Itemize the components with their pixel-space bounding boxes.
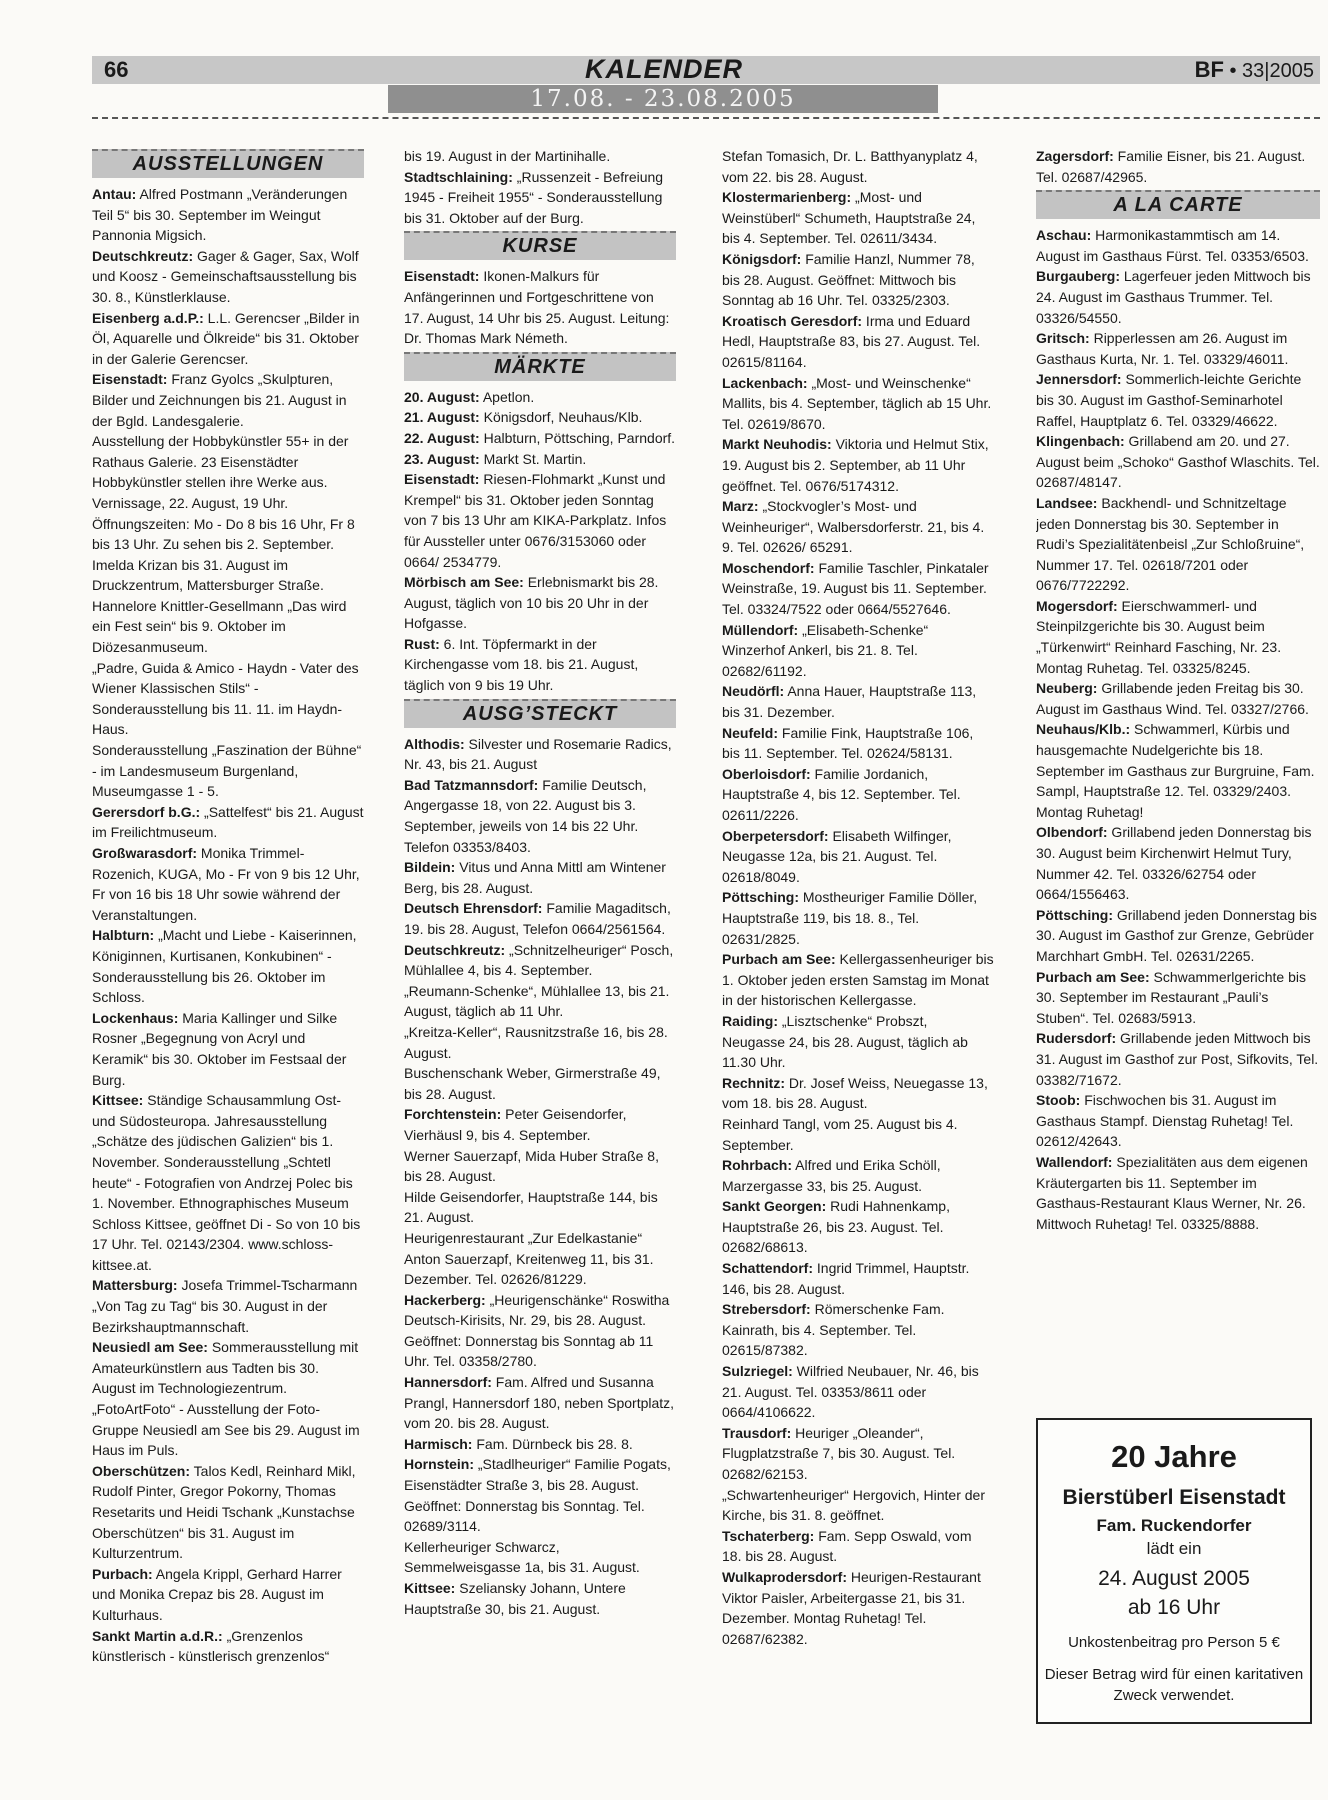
entry-text: „Stockvogler’s Most- und Weinheuriger“, Walbersdorferstr. 21, bis 4. 9. Tel. 02626/ 65291. (722, 498, 985, 556)
entry-place: Rust: (404, 635, 440, 652)
entry-text: „Russenzeit - Befreiung 1945 - Freiheit 1955“ - Sonderausstellung bis 31. Oktober auf der Burg. (404, 168, 664, 226)
ad-time: ab 16 Uhr (1127, 1596, 1221, 1619)
entry-text: 6. Int. Töpfermarkt in der Kirchengasse vom 18. bis 21. August, täglich von 9 bis 19 Uhr. (404, 635, 639, 694)
entry-text: Maria Kallinger und Silke Rosner „Begegnung von Acryl und Keramik“ bis 30. Oktober im Festsaal der Burg. (92, 1009, 347, 1088)
entry-place: Deutschkreutz: (404, 941, 506, 958)
entry-text: „Elisabeth-Schenke“ Winzerhof Ankerl, bis 21. 8. Tel. 02682/61192. (722, 621, 929, 679)
entry-place: Königsdorf: (722, 250, 802, 267)
entry-text: Fischwochen bis 31. August im Gasthaus Stampf. Dienstag Ruhetag! Tel. 02612/42643. (1036, 1092, 1294, 1150)
listing-entry (722, 1196, 994, 1258)
listing-entry (722, 1258, 994, 1299)
entry-place: Hornstein: (404, 1456, 474, 1473)
entry-text: Apetlon. (479, 388, 535, 405)
entry-text: Monika Trimmel-Rozenich, KUGA, Mo - Fr von 9 bis 12 Uhr, Fr von 16 bis 18 Uhr sowie während der Veranstaltungen. (92, 845, 360, 923)
ad-venue-name: Bierstüberl Eisenstadt (1062, 1486, 1286, 1509)
listing-entry (92, 1337, 364, 1399)
entry-text: Harmonikastammtisch am 14. August im Gasthaus Fürst. Tel. 03353/6503. (1036, 227, 1309, 264)
entry-text: Heuriger „Oleander“, Flugplatzstraße 7, bis 30. August. Tel. 02682/62153. (722, 1424, 956, 1482)
listing-entry (92, 1090, 364, 1275)
entry-place: Klostermarienberg: (722, 189, 852, 206)
listing-entry (404, 449, 676, 470)
listing-entry (404, 572, 676, 634)
entry-text: Buschenschank Weber, Girmerstraße 49, bis 28. August. (404, 1065, 661, 1102)
entry-place: Rudersdorf: (1036, 1030, 1117, 1047)
entry-text: Familie Jordanich, Hauptstraße 4, bis 12. September. Tel. 02611/2226. (722, 765, 961, 823)
listing-entry (1036, 905, 1320, 967)
listing-entry (1036, 967, 1320, 1029)
listing-entry (92, 740, 364, 802)
entry-text: Eierschwammerl- und Steinpilzgerichte bis 30. August beim „Türkenwirt“ Reinhard Fasching, Nr. 23. Montag Ruhetag. Tel. 03325/8245. (1036, 597, 1282, 676)
entry-place: Lockenhaus: (92, 1009, 179, 1026)
entry-text: „Sattelfest“ bis 21. August im Freilichtmuseum. (92, 803, 364, 841)
entry-text: Grillabend jeden Donnerstag bis 30. August im Gasthof zur Grenze, Gebrüder Marchhart GmbH. Tel. 02631/2265. (1036, 906, 1317, 964)
listing-entry (722, 887, 994, 949)
listing-entry (722, 434, 994, 496)
entry-place: Eisenberg a.d.P.: (92, 309, 204, 326)
entry-text: Riesen-Flohmarkt „Kunst und Krempel“ bis 31. Oktober jeden Sonntag von 7 bis 13 Uhr am KIKA-Parkplatz. Infos für Aussteller unter 0676/3153060 oder 0664/ 2534779. (404, 471, 667, 570)
entry-place: Deutsch Ehrensdorf: (404, 900, 543, 917)
ad-date: 24. August 2005 (1098, 1567, 1250, 1590)
entry-place: Purbach: (92, 1565, 153, 1582)
ad-note: Dieser Betrag wird für einen karitativen Zweck verwendet. (1044, 1666, 1304, 1704)
entry-text: Sommerlich-leichte Gerichte bis 30. August im Gasthof-Seminarhotel Raffel, Hauptplatz 6. Tel. 03329/46622. (1036, 371, 1302, 429)
entry-text: Reinhard Tangl, vom 25. August bis 4. September. (722, 1115, 958, 1153)
listing-entry (1036, 596, 1320, 678)
entry-text: Franz Gyolcs „Skulpturen, Bilder und Zeichnungen bis 21. August in der Bgld. Landesgalerie. (92, 371, 347, 429)
entry-text: Alfred Postmann „Veränderungen Teil 5“ bis 30. September im Weingut Pannonia Migsich. (92, 186, 348, 244)
entry-place: Trausdorf: (722, 1424, 792, 1441)
listing-entry (404, 266, 676, 348)
entry-text: Silvester und Rosemarie Radics, Nr. 43, bis 21. August (404, 735, 672, 773)
listing-entry (722, 1526, 994, 1567)
page-number: 66 (104, 57, 129, 82)
listing-entry (404, 981, 676, 1022)
entry-place: Bildein: (404, 859, 456, 876)
entry-place: Eisenstadt: (92, 371, 168, 388)
listing-entry (404, 1578, 676, 1619)
entry-text: Rudi Hahnenkamp, Hauptstraße 26, bis 23. August. Tel. 02682/68613. (722, 1198, 950, 1256)
entry-text: Schwammerl, Kürbis und hausgemachte Nudelgerichte bis 18. September im Gasthaus zur Burgruine, Fam. Sampl, Hauptstraße 12. Tel. 03329/2403. Montag Ruhetag! (1036, 721, 1315, 820)
date-range: 17.08. - 23.08.2005 (388, 85, 938, 113)
entry-text: Vitus und Anna Mittl am Wintener Berg, bis 28. August. (404, 859, 666, 896)
listing-entry (722, 311, 994, 373)
entry-text: Fam. Alfred und Susanna Prangl, Hannersdorf 180, neben Sportplatz, vom 20. bis 28. August. (404, 1374, 675, 1432)
entry-place: Harmisch: (404, 1435, 473, 1452)
listing-entry (722, 620, 994, 682)
entry-text: „Macht und Liebe - Kaiserinnen, Königinnen, Kurtisanen, Konkubinen“ - Sonderausstellung bis 26. Oktober im Schloss. (92, 927, 357, 1006)
entry-text: Spezialitäten aus dem eigenen Kräutergarten bis 11. September im Gasthaus-Restaurant Klaus Werner, Nr. 26. Mittwoch Ruhetag! Tel. 03325/8888. (1036, 1153, 1308, 1232)
listing-entry (722, 373, 994, 435)
listing-entry (404, 428, 676, 449)
listing-entry (404, 167, 676, 229)
entry-text: Halbturn, Pöttsching, Parndorf. (479, 429, 676, 446)
entry-text: Hannelore Knittler-Gesellmann „Das wird ein Fest sein“ bis 9. Oktober im Diözesanmuseum. (92, 597, 347, 656)
entry-text: Lagerfeuer jeden Mittwoch bis 24. August im Gasthaus Trummer. Tel. 03326/54550. (1036, 268, 1311, 326)
listing-entry (722, 1361, 994, 1423)
listing-entry (722, 1423, 994, 1485)
entry-text: Grillabende jeden Freitag bis 30. August im Gasthaus Wind. Tel. 03327/2766. (1036, 680, 1309, 717)
listing-entry (722, 949, 994, 1011)
entry-place: Kittsee: (92, 1092, 144, 1109)
entry-text: „Padre, Guida & Amico - Haydn - Vater des Wiener Klassischen Stils“ - Sonderausstellung bis 11. 11. im Haydn-Haus. (92, 659, 359, 738)
listing-entry (722, 496, 994, 558)
entry-text: Römerschenke Fam. Kainrath, bis 4. September. Tel. 02615/87382. (722, 1301, 945, 1359)
entry-text: Josefa Trimmel-Tscharmann „Von Tag zu Tag“ bis 30. August in der Bezirkshauptmannschaft. (92, 1277, 358, 1335)
listing-entry (1036, 328, 1320, 369)
entry-place: Müllendorf: (722, 621, 799, 638)
entry-text: Backhendl- und Schnitzeltage jeden Donnerstag bis 30. September in Rudi’s Spezialitätenbeisl „Zur Schloßruine“, Nummer 17. Tel. 02618/7201 oder 0676/7722292. (1036, 494, 1305, 594)
entry-text: Grillabende jeden Mittwoch bis 31. August im Gasthof zur Post, Sifkovits, Tel. 03382/71672. (1036, 1030, 1319, 1088)
entry-text: Alfred und Erika Schöll, Marzergasse 33, bis 25. August. (722, 1157, 941, 1194)
entry-place: Burgauberg: (1036, 268, 1120, 285)
listing-entry (92, 596, 364, 658)
listing-entry (92, 1626, 364, 1667)
listing-entry (404, 1022, 676, 1063)
listing-entry (722, 1155, 994, 1196)
entry-text: „Stadlheuriger“ Familie Pogats, Eisenstädter Straße 3, bis 28. August. Geöffnet: Donnerstag bis Sonntag. Tel. 02689/3114. (404, 1456, 671, 1535)
listing-entry (722, 723, 994, 764)
listing-entry (1036, 431, 1320, 493)
entry-place: Neuhaus/Klb.: (1036, 721, 1131, 738)
section-heading: MÄRKTE (404, 352, 676, 381)
entry-text: „Kreitza-Keller“, Rausnitzstraße 16, bis 28. August. (404, 1023, 668, 1061)
column-3 (722, 146, 994, 1786)
entry-text: Ständige Schausammlung Ost- und Südosteuropa. Jahresausstellung „Schätze des jüdischen Galizien“ bis 1. November. Sonderausstellung „Schtetl heute“ - Fotografien von Andrzej Polec bis 1. November. Ethnographisches Museum Schloss Kittsee, geöffnet Di - So von 10 bis 17 Uhr. Tel. 02143/2304. www.schloss-kittsee.at. (92, 1092, 361, 1273)
entry-place: Neusiedl am See: (92, 1339, 208, 1356)
listing-entry (404, 1146, 676, 1187)
listing-entry (404, 1537, 676, 1578)
listing-entry (722, 146, 994, 187)
entry-text: Anna Hauer, Hauptstraße 113, bis 31. Dezember. (722, 683, 977, 721)
entry-place: Marz: (722, 498, 759, 515)
entry-place: Neudörfl: (722, 683, 785, 700)
entry-place: 22. August: (404, 429, 480, 446)
entry-place: Oberloisdorf: (722, 765, 811, 782)
entry-text: Fam. Dürnbeck bis 28. 8. (472, 1435, 633, 1452)
listing-entry (722, 1011, 994, 1073)
listing-entry (404, 1104, 676, 1145)
listing-entry (92, 843, 364, 925)
entry-text: Mostheuriger Familie Döller, Hauptstraße 119, bis 18. 8., Tel. 02631/2825. (722, 889, 978, 947)
entry-text: Königsdorf, Neuhaus/Klb. (479, 409, 643, 426)
listing-entry (92, 431, 364, 555)
entry-place: Lackenbach: (722, 374, 808, 391)
entry-text: „Lisztschenke“ Probszt, Neugasse 24, bis 28. August, täglich ab 11.30 Uhr. (722, 1012, 968, 1071)
entry-text: Dr. Josef Weiss, Neuegasse 13, vom 18. bis 28. August. (722, 1074, 988, 1112)
entry-text: „Most- und Weinschenke“ Mallits, bis 4. September, täglich ab 15 Uhr. Tel. 02619/8670. (722, 374, 992, 432)
entry-place: Großwarasdorf: (92, 845, 198, 861)
header-divider (92, 117, 1320, 119)
entry-text: Angela Krippl, Gerhard Harrer und Monika Crepaz bis 28. August im Kulturhaus. (92, 1565, 342, 1623)
entry-place: Mattersburg: (92, 1277, 178, 1294)
advertisement-box (1036, 1418, 1312, 1724)
entry-text: Familie Taschler, Pinkataler Weinstraße, 19. August bis 11. September. Tel. 03324/7522 oder 0664/5527646. (722, 559, 989, 618)
entry-text: Stefan Tomasich, Dr. L. Batthyanyplatz 4, vom 22. bis 28. August. (722, 148, 978, 185)
ad-anniversary: 20 Jahre (1111, 1439, 1237, 1474)
ad-host: Fam. Ruckendorfer (1096, 1516, 1252, 1535)
entry-place: Eisenstadt: (404, 268, 480, 285)
entry-place: Wulkaprodersdorf: (722, 1568, 847, 1585)
entry-place: Halbturn: (92, 927, 155, 944)
entry-place: Pöttsching: (1036, 906, 1113, 923)
ad-invite: lädt ein (1146, 1539, 1202, 1558)
listing-entry (92, 1008, 364, 1090)
entry-place: Gerersdorf b.G.: (92, 803, 201, 820)
listing-entry (1036, 678, 1320, 719)
listing-entry (404, 387, 676, 408)
entry-text: Kellerheuriger Schwarcz, Semmelweisgasse 1a, bis 31. August. (404, 1538, 640, 1576)
listing-entry (92, 1461, 364, 1564)
listing-entry (722, 681, 994, 722)
entry-place: Pöttsching: (722, 889, 799, 906)
entry-text: „Schwartenheuriger“ Hergovich, Hinter der Kirche, bis 31. 8. geöffnet. (722, 1486, 985, 1524)
listing-entry (722, 1485, 994, 1526)
entry-place: Oberschützen: (92, 1462, 191, 1479)
entry-place: Antau: (92, 186, 137, 202)
entry-text: Kellergassenheuriger bis 1. Oktober jeden ersten Samstag im Monat in der historischen Kellergasse. (722, 951, 994, 1009)
section-heading: AUSSTELLUNGEN (92, 149, 364, 178)
listing-entry (92, 555, 364, 596)
listing-entry (722, 764, 994, 826)
entry-place: Strebersdorf: (722, 1301, 811, 1318)
listing-entry (1036, 1090, 1320, 1152)
entry-place: Deutschkreutz: (92, 247, 194, 264)
section-heading: KURSE (404, 231, 676, 260)
listing-entry (722, 249, 994, 311)
entry-text: Talos Kedl, Reinhard Mikl, Rudolf Pinter, Gregor Pokorny, Thomas Resetarits und Heidi Tschank „Kunstachse Oberschützen“ bis 31. August im Kulturzentrum. (92, 1462, 356, 1562)
listing-entry (1036, 822, 1320, 904)
listing-entry (404, 857, 676, 898)
entry-place: Stadtschlaining: (404, 168, 513, 185)
listing-entry (404, 1187, 676, 1228)
listing-entry (722, 1073, 994, 1114)
listing-entry (722, 1567, 994, 1649)
entry-text: Elisabeth Wilfinger, Neugasse 12a, bis 21. August. Tel. 02618/8049. (722, 827, 952, 885)
listing-entry (92, 369, 364, 431)
listing-entry (92, 802, 364, 843)
listing-entry (404, 1290, 676, 1372)
listing-entry (92, 246, 364, 308)
listing-entry (404, 775, 676, 857)
entry-text: „Heurigenschänke“ Roswitha Deutsch-Kirisits, Nr. 29, bis 28. August. Geöffnet: Donnerstag bis Sonntag ab 11 Uhr. Tel. 03358/2780. (404, 1291, 670, 1370)
magazine-name: BF (1194, 57, 1224, 82)
listing-entry (92, 925, 364, 1007)
listing-entry (404, 146, 676, 167)
entry-text: Familie Deutsch, Angergasse 18, von 22. August bis 3. September, jeweils von 14 bis 22 Uhr. Telefon 03353/8403. (404, 776, 647, 855)
listing-entry (722, 187, 994, 249)
entry-text: Familie Hanzl, Nummer 78, bis 28. August. Geöffnet: Mittwoch bis Sonntag ab 16 Uhr. Tel. 03325/2303. (722, 250, 975, 309)
listing-entry (1036, 146, 1320, 187)
section-heading: A LA CARTE (1036, 190, 1320, 219)
entry-text: Heurigenrestaurant „Zur Edelkastanie“ Anton Sauerzapf, Kreitenweg 11, bis 31. Dezember. Tel. 02626/81229. (404, 1229, 654, 1288)
listing-entry (722, 558, 994, 620)
column-2 (404, 146, 676, 1786)
entry-text: Grillabend jeden Donnerstag bis 30. August beim Kirchenwirt Helmut Tury, Nummer 42. Tel. 03326/62754 oder 0664/1556463. (1036, 824, 1312, 903)
entry-text: Sonderausstellung „Faszination der Bühne“ - im Landesmuseum Burgenland, Museumgasse 1 - 5. (92, 742, 362, 800)
listing-entry (1036, 225, 1320, 266)
entry-place: Gritsch: (1036, 330, 1090, 347)
listing-entry (1036, 493, 1320, 596)
section-heading: AUSG’STECKT (404, 699, 676, 728)
entry-place: Althodis: (404, 735, 465, 752)
entry-place: Sankt Georgen: (722, 1198, 827, 1215)
entry-text: „Most- und Weinstüberl“ Schumeth, Hauptstraße 24, bis 4. September. Tel. 02611/3434. (722, 189, 976, 247)
entry-place: Oberpetersdorf: (722, 827, 829, 844)
entry-place: Aschau: (1036, 227, 1092, 244)
entry-place: Schattendorf: (722, 1260, 813, 1277)
entry-place: Tschaterberg: (722, 1527, 815, 1544)
entry-place: Klingenbach: (1036, 433, 1125, 450)
listing-entry (404, 407, 676, 428)
issue-number: • 33|2005 (1229, 60, 1314, 82)
listing-entry (92, 308, 364, 370)
entry-place: Stoob: (1036, 1092, 1081, 1109)
entry-text: Familie Magaditsch, 19. bis 28. August, Telefon 0664/2561564. (404, 900, 671, 937)
listing-entry (404, 898, 676, 939)
entry-place: 23. August: (404, 450, 480, 467)
entry-text: Markt St. Martin. (479, 450, 587, 467)
listing-entry (404, 1372, 676, 1434)
entry-place: Forchtenstein: (404, 1106, 502, 1123)
entry-text: Ausstellung der Hobbykünstler 55+ in der Rathaus Galerie. 23 Eisenstädter Hobbykünstler stellen ihre Werke aus. Vernissage, 22. August, 19 Uhr. Öffnungszeiten: Mo - Do 8 bis 16 Uhr, Fr 8 bis 13 Uhr. Zu sehen bis 2. September. (92, 433, 355, 553)
entry-place: Zagersdorf: (1036, 148, 1114, 164)
entry-text: Hilde Geisendorfer, Hauptstraße 144, bis 21. August. (404, 1188, 658, 1226)
entry-place: Eisenstadt: (404, 471, 480, 488)
entry-text: Sommerausstellung mit Amateurkünstlern aus Tadten bis 30. August im Technologiezentrum. (92, 1339, 359, 1397)
entry-place: Hannersdorf: (404, 1374, 492, 1391)
listing-entry (1036, 1152, 1320, 1234)
listing-entry (404, 634, 676, 696)
entry-place: Moschendorf: (722, 559, 815, 576)
listing-entry (92, 1564, 364, 1626)
entry-text: L.L. Gerencser „Bilder in Öl, Aquarelle und Ölkreide“ bis 31. Oktober in der Galerie Gerencser. (92, 309, 360, 367)
entry-text: Irma und Eduard Hedl, Hauptstraße 83, bis 27. August. Tel. 02615/81164. (722, 312, 981, 370)
entry-place: Kroatisch Geresdorf: (722, 312, 863, 329)
listing-entry (1036, 266, 1320, 328)
entry-text: Gager & Gager, Sax, Wolf und Koosz - Gemeinschaftsausstellung bis 30. 8., Künstlerklause. (92, 247, 359, 305)
entry-text: „FotoArtFoto“ - Ausstellung der Foto-Gruppe Neusiedl am See bis 29. August im Haus im Puls. (92, 1401, 360, 1459)
entry-text: Erlebnismarkt bis 28. August, täglich von 10 bis 20 Uhr in der Hofgasse. (404, 574, 659, 632)
entry-place: Purbach am See: (1036, 968, 1150, 985)
entry-text: Familie Eisner, bis 21. August. Tel. 02687/42965. (1036, 148, 1306, 185)
entry-place: Mogersdorf: (1036, 597, 1118, 614)
entry-text: Werner Sauerzapf, Mida Huber Straße 8, bis 28. August. (404, 1147, 659, 1185)
entry-text: Imelda Krizan bis 31. August im Druckzentrum, Mattersburger Straße. (92, 556, 324, 594)
entry-place: Bad Tatzmannsdorf: (404, 776, 539, 793)
entry-place: Olbendorf: (1036, 824, 1108, 841)
entry-place: Rechnitz: (722, 1074, 785, 1091)
entry-place: Landsee: (1036, 494, 1098, 511)
entry-text: bis 19. August in der Martinihalle. (404, 148, 611, 164)
entry-text: „Reumann-Schenke“, Mühlallee 13, bis 21. August, täglich ab 11 Uhr. (404, 982, 670, 1020)
entry-place: Hackerberg: (404, 1291, 486, 1308)
listing-entry (404, 1434, 676, 1455)
entry-text: Schwammerlgerichte bis 30. September im Restaurant „Pauli’s Stuben“. Tel. 02683/5913. (1036, 968, 1306, 1026)
ad-fee: Unkostenbeitrag pro Person 5 € (1068, 1634, 1280, 1651)
entry-place: Wallendorf: (1036, 1153, 1113, 1170)
entry-place: Sulzriegel: (722, 1363, 793, 1380)
issue-label (1195, 55, 1314, 86)
listing-entry (404, 1454, 676, 1536)
entry-place: Jennersdorf: (1036, 371, 1122, 388)
entry-text: Familie Fink, Hauptstraße 106, bis 11. September. Tel. 02624/58131. (722, 724, 974, 762)
listing-entry (722, 1114, 994, 1155)
listing-entry (1036, 369, 1320, 431)
entry-place: Neuberg: (1036, 680, 1098, 697)
entry-text: Ikonen-Malkurs für Anfängerinnen und Fortgeschrittene von 17. August, 14 Uhr bis 25. August. Leitung: Dr. Thomas Mark Németh. (404, 268, 670, 347)
entry-place: Kittsee: (404, 1580, 456, 1596)
entry-text: Heurigen-Restaurant Viktor Paisler, Arbeitergasse 21, bis 31. Dezember. Montag Ruhetag! Tel. 02687/62382. (722, 1568, 981, 1647)
entry-text: „Grenzenlos künstlerisch - künstlerisch grenzenlos“ (92, 1627, 330, 1665)
listing-entry (722, 826, 994, 888)
entry-place: Purbach am See: (722, 951, 836, 968)
entry-text: Ripperlessen am 26. August im Gasthaus Kurta, Nr. 1. Tel. 03329/46011. (1036, 330, 1289, 367)
entry-text: Viktoria und Helmut Stix, 19. August bis 2. September, ab 11 Uhr geöffnet. Tel. 0676/5174312. (722, 436, 989, 494)
entry-text: Grillabend am 20. und 27. August beim „Schoko“ Gasthof Wlaschits. Tel. 02687/48147. (1036, 433, 1320, 491)
listing-entry (404, 1063, 676, 1104)
entry-place: Rohrbach: (722, 1157, 792, 1174)
listing-entry (404, 734, 676, 775)
entry-place: Markt Neuhodis: (722, 436, 832, 453)
listing-entry (1036, 1028, 1320, 1090)
entry-place: 21. August: (404, 409, 480, 426)
column-1 (92, 146, 364, 1786)
entry-text: „Schnitzelheuriger“ Posch, Mühlallee 4, bis 4. September. (404, 941, 674, 979)
entry-place: Neufeld: (722, 724, 778, 741)
listing-entry (92, 658, 364, 740)
section-title: KALENDER (584, 54, 743, 84)
listing-entry (404, 1228, 676, 1290)
entry-text: Szeliansky Johann, Untere Hauptstraße 30, bis 21. August. (404, 1580, 626, 1617)
entry-place: Sankt Martin a.d.R.: (92, 1627, 223, 1644)
entry-place: Mörbisch am See: (404, 574, 524, 591)
listing-entry (404, 469, 676, 572)
entry-place: Raiding: (722, 1012, 778, 1029)
listing-entry (1036, 719, 1320, 822)
entry-text: Ingrid Trimmel, Hauptstr. 146, bis 28. August. (722, 1260, 970, 1297)
entry-place: 20. August: (404, 388, 480, 405)
listing-entry (404, 940, 676, 981)
listing-entry (92, 1275, 364, 1337)
listing-entry (92, 184, 364, 246)
entry-text: Peter Geisendorfer, Vierhäusl 9, bis 4. September. (404, 1106, 627, 1143)
listing-entry (722, 1299, 994, 1361)
entry-text: Wilfried Neubauer, Nr. 46, bis 21. August. Tel. 03353/8611 oder 0664/4106622. (722, 1363, 979, 1421)
entry-text: Fam. Sepp Oswald, vom 18. bis 28. August. (722, 1527, 972, 1565)
listing-entry (92, 1399, 364, 1461)
